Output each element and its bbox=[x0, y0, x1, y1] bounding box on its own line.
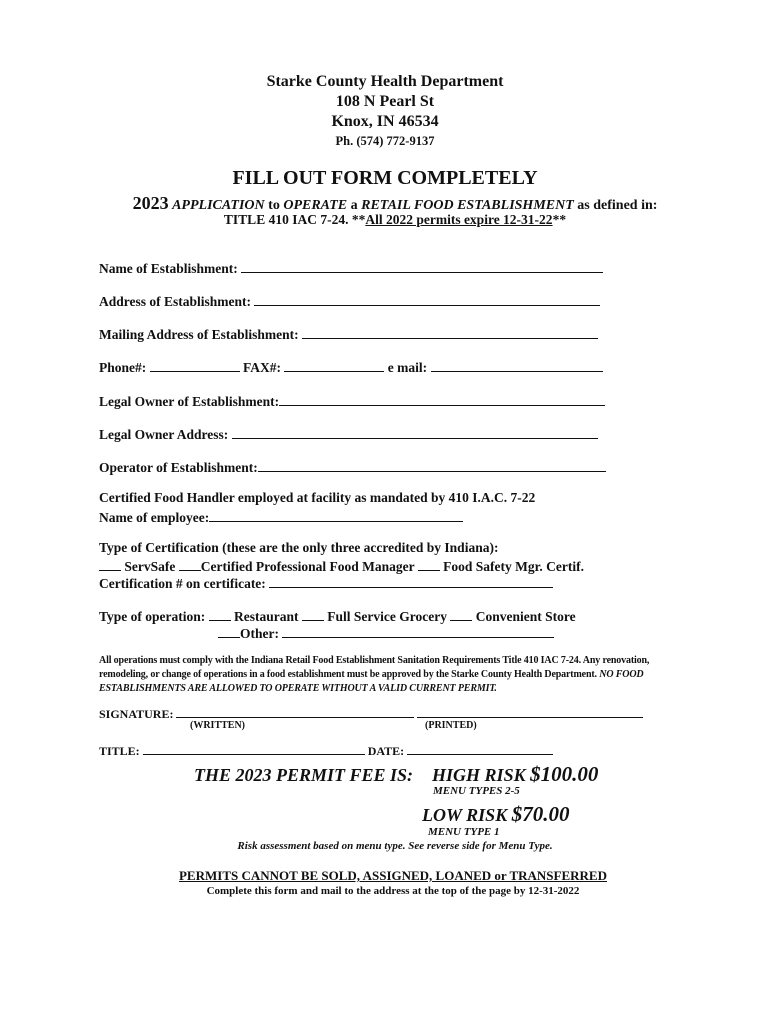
date-label: DATE: bbox=[367, 744, 405, 758]
address-field[interactable] bbox=[254, 291, 600, 306]
city-address: Knox, IN 46534 bbox=[331, 113, 439, 130]
legal-owner-label: Legal Owner of Establishment: bbox=[99, 394, 280, 409]
risk-note: Risk assessment based on menu type. See reverse side for Menu Type. bbox=[237, 840, 553, 852]
servsafe-checkbox[interactable] bbox=[99, 556, 121, 571]
other-label: Other: bbox=[240, 626, 279, 641]
name-row bbox=[99, 258, 603, 277]
mail-instructions: Complete this form and mail to the address at the top of the page by 12-31-2022 bbox=[206, 885, 580, 897]
title-label: TITLE: bbox=[99, 744, 140, 758]
address-row bbox=[99, 291, 600, 310]
fsmc-label: Food Safety Mgr. Certif. bbox=[443, 559, 584, 574]
high-risk-value: $100.00 bbox=[530, 762, 599, 786]
high-menu-types: MENU TYPES 2-5 bbox=[433, 785, 520, 797]
op-type-label: Type of operation: bbox=[99, 609, 206, 624]
name-field[interactable] bbox=[241, 258, 603, 273]
app-part4: a bbox=[350, 198, 358, 213]
fee-label: THE 2023 PERMIT FEE IS: bbox=[194, 765, 414, 785]
expire-end: ** bbox=[552, 212, 567, 227]
notice-italic: NO FOOD ESTABLISHMENTS ARE ALLOWED TO OPERATE WITHOUT A VALID CURRENT PERMIT. bbox=[99, 669, 644, 694]
grocery-checkbox[interactable] bbox=[302, 606, 324, 621]
signature-written-field[interactable] bbox=[176, 705, 414, 718]
other-checkbox[interactable] bbox=[218, 623, 240, 638]
cert-num-row bbox=[99, 573, 553, 592]
app-part3: OPERATE bbox=[283, 198, 348, 213]
name-label: Name of Establishment: bbox=[99, 261, 238, 276]
operator-row bbox=[99, 457, 606, 476]
org-name: Starke County Health Department bbox=[266, 73, 504, 90]
email-field[interactable] bbox=[431, 357, 603, 372]
street-address: 108 N Pearl St bbox=[335, 93, 435, 110]
cert-num-label: Certification # on certificate: bbox=[99, 576, 266, 591]
fsmc-checkbox[interactable] bbox=[418, 556, 440, 571]
employee-row bbox=[99, 507, 463, 526]
title-ref-line bbox=[0, 212, 770, 228]
other-field[interactable] bbox=[282, 623, 554, 638]
printed-caption: (PRINTED) bbox=[425, 720, 477, 731]
owner-address-label: Legal Owner Address: bbox=[99, 427, 229, 442]
mailing-row bbox=[99, 324, 598, 343]
email-label: e mail: bbox=[387, 360, 428, 375]
date-field[interactable] bbox=[407, 742, 553, 755]
owner-address-field[interactable] bbox=[232, 424, 598, 439]
mailing-label: Mailing Address of Establishment: bbox=[99, 327, 299, 342]
expire-note: All 2022 permits expire 12-31-22 bbox=[365, 212, 553, 227]
operator-field[interactable] bbox=[258, 457, 606, 472]
low-menu-types: MENU TYPE 1 bbox=[428, 826, 500, 838]
owner-address-row bbox=[99, 424, 598, 443]
legal-owner-field[interactable] bbox=[279, 391, 605, 406]
restaurant-label: Restaurant bbox=[234, 609, 299, 624]
signature-label: SIGNATURE: bbox=[99, 707, 174, 721]
app-part6: as defined in: bbox=[577, 198, 658, 213]
signature-printed-field[interactable] bbox=[417, 705, 643, 718]
contact-row bbox=[99, 357, 603, 376]
cert-num-field[interactable] bbox=[269, 573, 553, 588]
servsafe-label: ServSafe bbox=[124, 559, 176, 574]
phone-number: Ph. (574) 772-9137 bbox=[335, 134, 435, 148]
other-row bbox=[218, 623, 554, 642]
legal-owner-row bbox=[99, 391, 605, 410]
notice-text: All operations must comply with the Indiana Retail Food Establishment Sanitation Requirements Title 410 IAC 7-24. Any renovation, remodeling, or change of operations in a food establishment must be approved by the Starke County Health Department. bbox=[99, 655, 650, 680]
title-ref: TITLE 410 IAC 7-24. ** bbox=[223, 212, 366, 227]
low-risk-label: LOW RISK bbox=[422, 805, 508, 825]
cert-type-line: Type of Certification (these are the only three accredited by Indiana): bbox=[99, 540, 499, 555]
app-part1: APPLICATION bbox=[172, 198, 265, 213]
operator-label: Operator of Establishment: bbox=[99, 460, 258, 475]
app-part5: RETAIL FOOD ESTABLISHMENT bbox=[361, 198, 574, 213]
compliance-notice bbox=[99, 654, 691, 696]
phone-label: Phone#: bbox=[99, 360, 147, 375]
signature-row bbox=[99, 705, 643, 722]
high-risk-label: HIGH RISK bbox=[432, 765, 526, 785]
low-risk-value: $70.00 bbox=[511, 802, 570, 826]
application-line bbox=[0, 193, 770, 214]
address-label: Address of Establishment: bbox=[99, 294, 252, 309]
fax-field[interactable] bbox=[284, 357, 384, 372]
low-risk-row bbox=[422, 802, 569, 827]
fax-label: FAX#: bbox=[243, 360, 281, 375]
convenient-checkbox[interactable] bbox=[450, 606, 472, 621]
employee-label: Name of employee: bbox=[99, 510, 210, 525]
app-part2: to bbox=[268, 198, 280, 213]
employee-field[interactable] bbox=[209, 507, 463, 522]
restaurant-checkbox[interactable] bbox=[209, 606, 231, 621]
cfpm-checkbox[interactable] bbox=[179, 556, 201, 571]
title-field[interactable] bbox=[143, 742, 365, 755]
convenient-label: Convenient Store bbox=[475, 609, 576, 624]
title-date-row bbox=[99, 742, 553, 759]
fee-row bbox=[194, 762, 598, 787]
phone-field[interactable] bbox=[150, 357, 240, 372]
mailing-field[interactable] bbox=[302, 324, 598, 339]
form-title: FILL OUT FORM COMPLETELY bbox=[232, 167, 538, 189]
year: 2023 bbox=[132, 193, 169, 213]
permits-notice: PERMITS CANNOT BE SOLD, ASSIGNED, LOANED or TRANSFERRED bbox=[178, 868, 607, 883]
cfpm-label: Certified Professional Food Manager bbox=[200, 559, 415, 574]
grocery-label: Full Service Grocery bbox=[327, 609, 447, 624]
certified-line: Certified Food Handler employed at facility as mandated by 410 I.A.C. 7-22 bbox=[99, 490, 536, 505]
written-caption: (WRITTEN) bbox=[190, 720, 246, 731]
